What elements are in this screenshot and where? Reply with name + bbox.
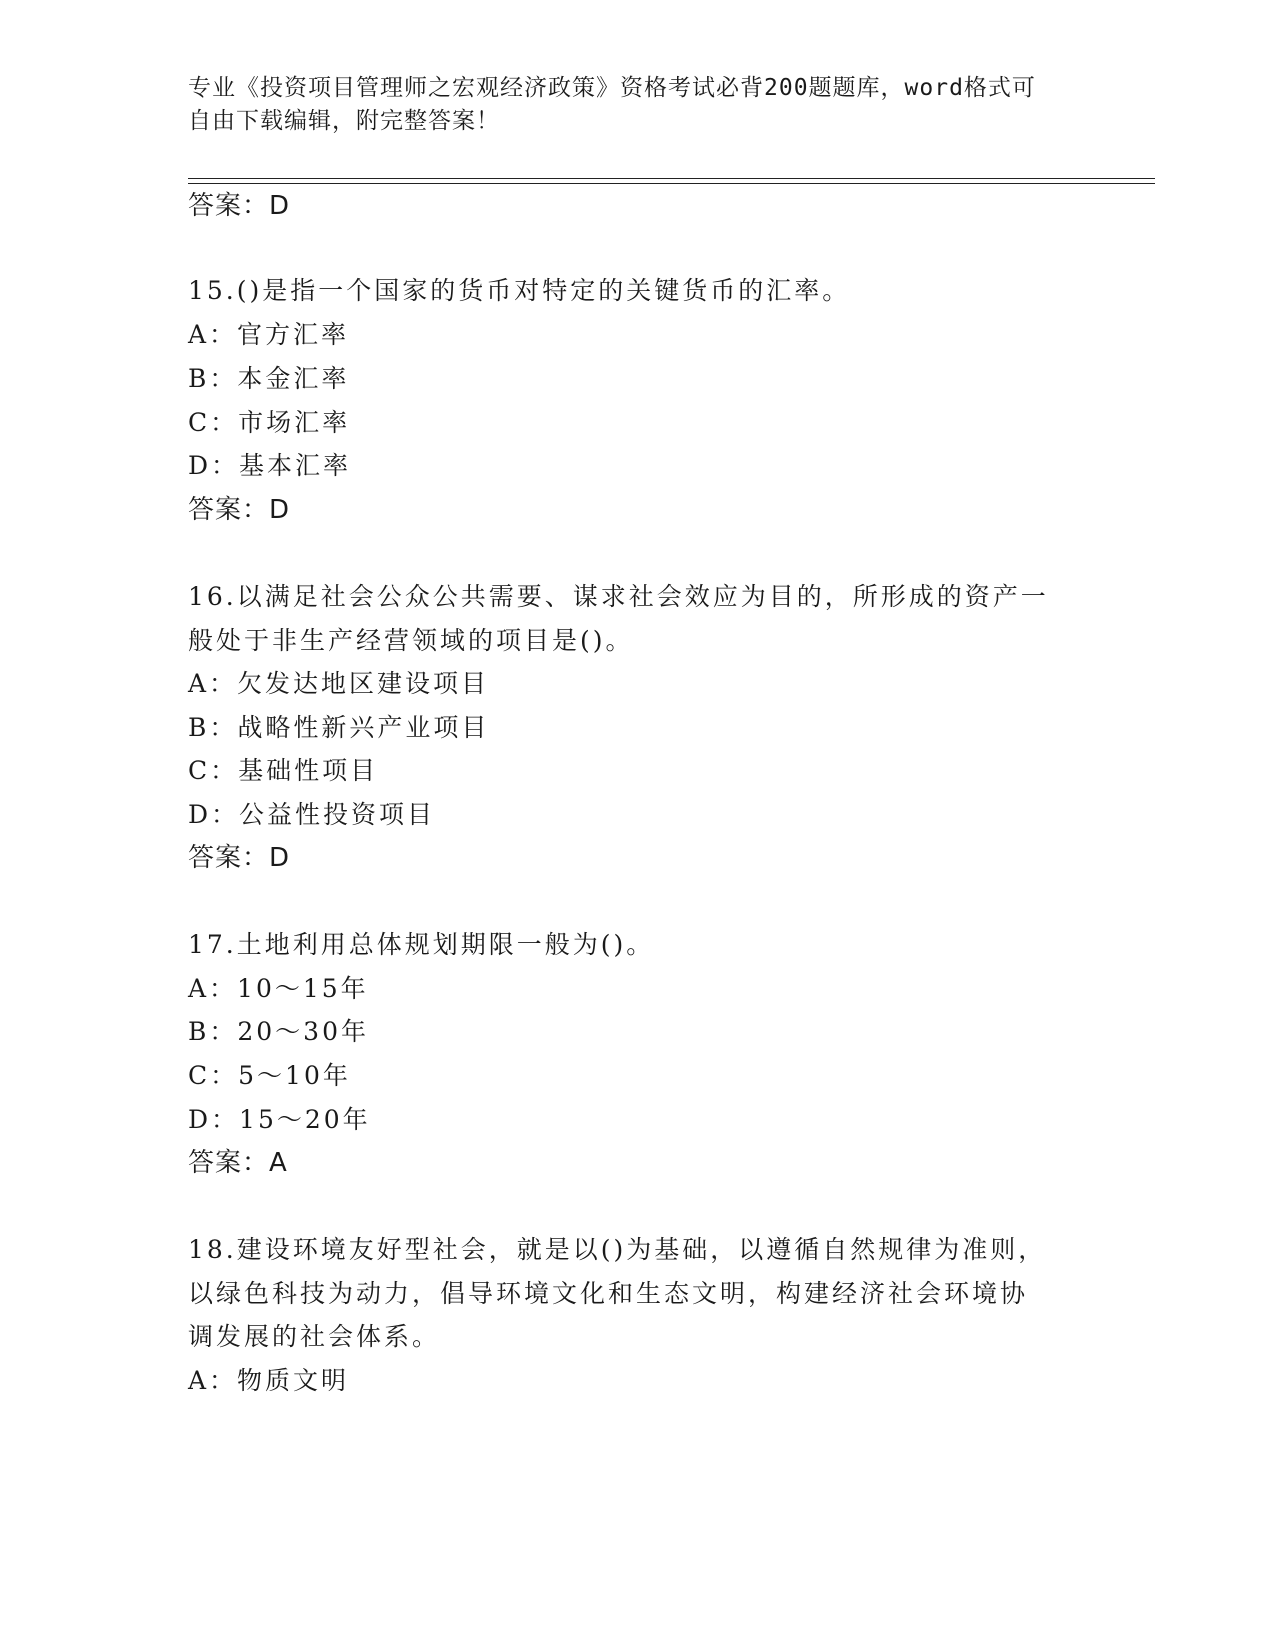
question-15-option-a: A：官方汇率	[188, 320, 350, 349]
question-15-option-b: B：本金汇率	[188, 364, 350, 393]
question-16-option-a: A：欠发达地区建设项目	[188, 669, 490, 698]
question-18-text-line-1: 18.建设环境友好型社会，就是以()为基础，以遵循自然规律为准则，	[188, 1235, 1047, 1264]
question-17-option-a: A：10～15年	[188, 974, 369, 1003]
question-16-option-c: C：基础性项目	[188, 756, 379, 785]
answer-previous: 答案：D	[188, 191, 291, 221]
header-line-2: 自由下载编辑，附完整答案！	[188, 108, 500, 134]
question-18-option-a: A：物质文明	[188, 1366, 350, 1395]
question-15-text: 15.()是指一个国家的货币对特定的关键货币的汇率。	[188, 276, 851, 305]
question-16-text-line-1: 16.以满足社会公众公共需要、谋求社会效应为目的，所形成的资产一	[188, 582, 1049, 611]
header-rule-bottom	[188, 183, 1155, 184]
question-16-option-b: B：战略性新兴产业项目	[188, 713, 490, 742]
question-18-text-line-3: 调发展的社会体系。	[188, 1322, 441, 1351]
question-17-option-c: C：5～10年	[188, 1061, 351, 1090]
header-line-1: 专业《投资项目管理师之宏观经济政策》资格考试必背200题题库，word格式可	[188, 75, 1036, 101]
question-17-option-b: B：20～30年	[188, 1017, 369, 1046]
question-16-text-line-2: 般处于非生产经营领域的项目是()。	[188, 626, 634, 655]
question-15-option-d: D：基本汇率	[188, 451, 352, 480]
question-17-answer: 答案：A	[188, 1148, 288, 1178]
question-17-option-d: D：15～20年	[188, 1105, 371, 1134]
header-rule-top	[188, 178, 1155, 179]
question-16-answer: 答案：D	[188, 843, 291, 873]
document-header	[188, 72, 1068, 138]
question-15-answer: 答案：D	[188, 495, 291, 525]
question-18-text-line-2: 以绿色科技为动力，倡导环境文化和生态文明，构建经济社会环境协	[188, 1279, 1029, 1308]
question-15-option-c: C：市场汇率	[188, 408, 351, 437]
question-16-option-d: D：公益性投资项目	[188, 800, 436, 829]
question-17-text: 17.土地利用总体规划期限一般为()。	[188, 930, 655, 959]
